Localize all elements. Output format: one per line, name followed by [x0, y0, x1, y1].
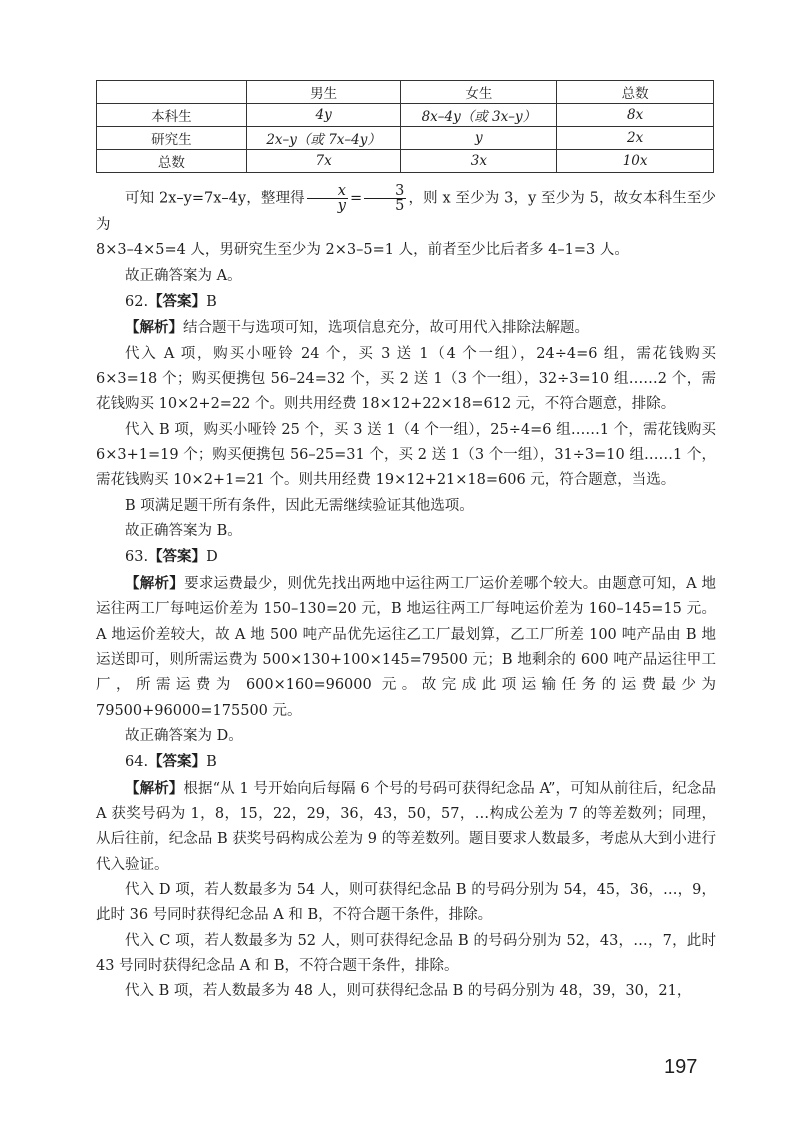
answer-value: D	[206, 549, 218, 566]
table-header-cell: 女生	[401, 81, 557, 104]
q64-paragraph: 代入 C 项，若人数最多为 52 人，则可获得纪念品 B 的号码分别为 52，43，…，7，此时 43 号同时获得纪念品 A 和 B，不符合题干条件，排除。	[96, 932, 716, 974]
answer-value: B	[206, 294, 217, 311]
table-header-cell: 总数	[557, 81, 714, 104]
q64-paragraph: 代入 D 项，若人数最多为 54 人，则可获得纪念品 B 的号码分别为 54，45，36，…，9，此时 36 号同时获得纪念品 A 和 B，不符合题干条件，排除。	[96, 881, 716, 924]
q63-answer-heading	[96, 544, 716, 570]
row-label: 本科生	[97, 104, 247, 127]
answer-label: 【答案】	[148, 293, 207, 311]
fraction-numerator: 3	[364, 184, 406, 199]
fraction-x-over-y	[307, 184, 348, 213]
fraction-denominator: 5	[395, 198, 405, 214]
table-cell: 8x	[557, 104, 714, 127]
row-label: 总数	[97, 150, 247, 173]
q62-answer-heading	[96, 289, 716, 315]
q62-analysis	[96, 315, 716, 341]
q64-answer-heading	[96, 749, 716, 775]
q61-derivation	[96, 184, 716, 238]
table-row	[97, 104, 714, 127]
q64-paragraph: 代入 B 项，若人数最多为 48 人，则可获得纪念品 B 的号码分别为 48，39，30，21，	[125, 983, 692, 1000]
table-cell: 10x	[557, 150, 714, 173]
q63-conclusion: 故正确答案为 D。	[125, 727, 243, 744]
analysis-text: 结合题干与选项可知，选项信息充分，故可用代入排除法解题。	[183, 320, 589, 337]
q64-analysis	[96, 776, 716, 878]
table-row	[97, 150, 714, 173]
q61-conclusion: 故正确答案为 A。	[125, 267, 242, 284]
table-cell: y	[401, 127, 557, 150]
table-cell: 3x	[401, 150, 557, 173]
fraction-denominator: y	[337, 198, 346, 214]
fraction-numerator: x	[307, 184, 348, 199]
table-header-cell: 男生	[246, 81, 401, 104]
answer-label: 【答案】	[148, 753, 207, 771]
q62-conclusion: 故正确答案为 B。	[125, 523, 242, 540]
fraction-3-over-5	[364, 184, 406, 213]
table-row	[97, 127, 714, 150]
table-cell: 8x–4y（或 3x–y）	[401, 104, 557, 127]
analysis-label: 【解析】	[125, 574, 185, 592]
q62-paragraph: 代入 A 项，购买小哑铃 24 个，买 3 送 1（4 个一组），24÷4=6 组，需花钱购买 6×3=18 个；购买便携包 56–24=32 个，买 2 送 1（3 个一组），32÷3=10 组……2 个，需花钱购买 10×2+2=22 个。则共用经费 18×12+22×18=612 元，不符合题意，排除。	[96, 345, 716, 413]
q62-paragraph: 代入 B 项，购买小哑铃 25 个，买 3 送 1（4 个一组），25÷4=6 组……1 个，需花钱购买 6×3+1=19 个；购买便携包 56–25=31 个，买 2 送 1（3 个一组），31÷3=10 组……1 个，需花钱购买 10×2+1=21 个。则共用经费 19×12+21×18=606 元，符合题意，当选。	[96, 421, 716, 489]
equals-sign: =	[349, 190, 363, 207]
table-cell: 2x	[557, 127, 714, 150]
q63-analysis	[96, 571, 716, 724]
solution-text	[96, 184, 716, 1005]
question-number: 64.	[125, 754, 149, 771]
page-number: 197	[664, 1056, 698, 1078]
table-cell: 2x–y（或 7x–4y）	[246, 127, 401, 150]
q61-text-b: ，则 x 至少为 3，y 至少为 5，故女本科生至少为	[96, 190, 716, 233]
question-number: 62.	[125, 294, 149, 311]
table-cell: 7x	[246, 150, 401, 173]
question-number: 63.	[125, 549, 149, 566]
analysis-label: 【解析】	[125, 319, 183, 337]
analysis-label: 【解析】	[125, 779, 184, 797]
table-header-cell	[97, 81, 247, 104]
answer-label: 【答案】	[148, 548, 207, 566]
q61-line2: 8×3–4×5=4 人，男研究生至少为 2×3–5=1 人，前者至少比后者多 4–1=3 人。	[96, 242, 629, 259]
student-count-table	[96, 80, 714, 173]
analysis-text: 根据“从 1 号开始向后每隔 6 个号的号码可获得纪念品 A”，可知从前往后，纪念品 A 获奖号码为 1，8，15，22，29，36，43，50，57，…构成公差为 7 的等差数列；同理，从后往前，纪念品 B 获奖号码构成公差为 9 的等差数列。题目要求人数最多，考虑从大到小进行代入验证。	[96, 780, 716, 873]
table-cell: 4y	[246, 104, 401, 127]
table-header-row	[97, 81, 714, 104]
q61-text-a: 可知 2x–y=7x–4y，整理得	[125, 190, 305, 207]
analysis-text: 要求运费最少，则优先找出两地中运往两工厂运价差哪个较大。由题意可知，A 地运往两工厂每吨运价差为 150–130=20 元，B 地运往两工厂每吨运价差为 160–145=15 元。A 地运价差较大，故 A 地 500 吨产品优先运往乙工厂最划算，乙工厂所差 100 吨产品由 B 地运送即可，则所需运费为 500×130+100×145=79500 元；B 地剩余的 600 吨产品运往甲工厂，所需运费为 600×160=96000 元。故完成此项运输任务的运费最少为 79500+96000=175500 元。	[96, 575, 717, 719]
answer-value: B	[206, 754, 217, 771]
q62-paragraph: B 项满足题干所有条件，因此无需继续验证其他选项。	[125, 497, 474, 514]
row-label: 研究生	[97, 127, 247, 150]
